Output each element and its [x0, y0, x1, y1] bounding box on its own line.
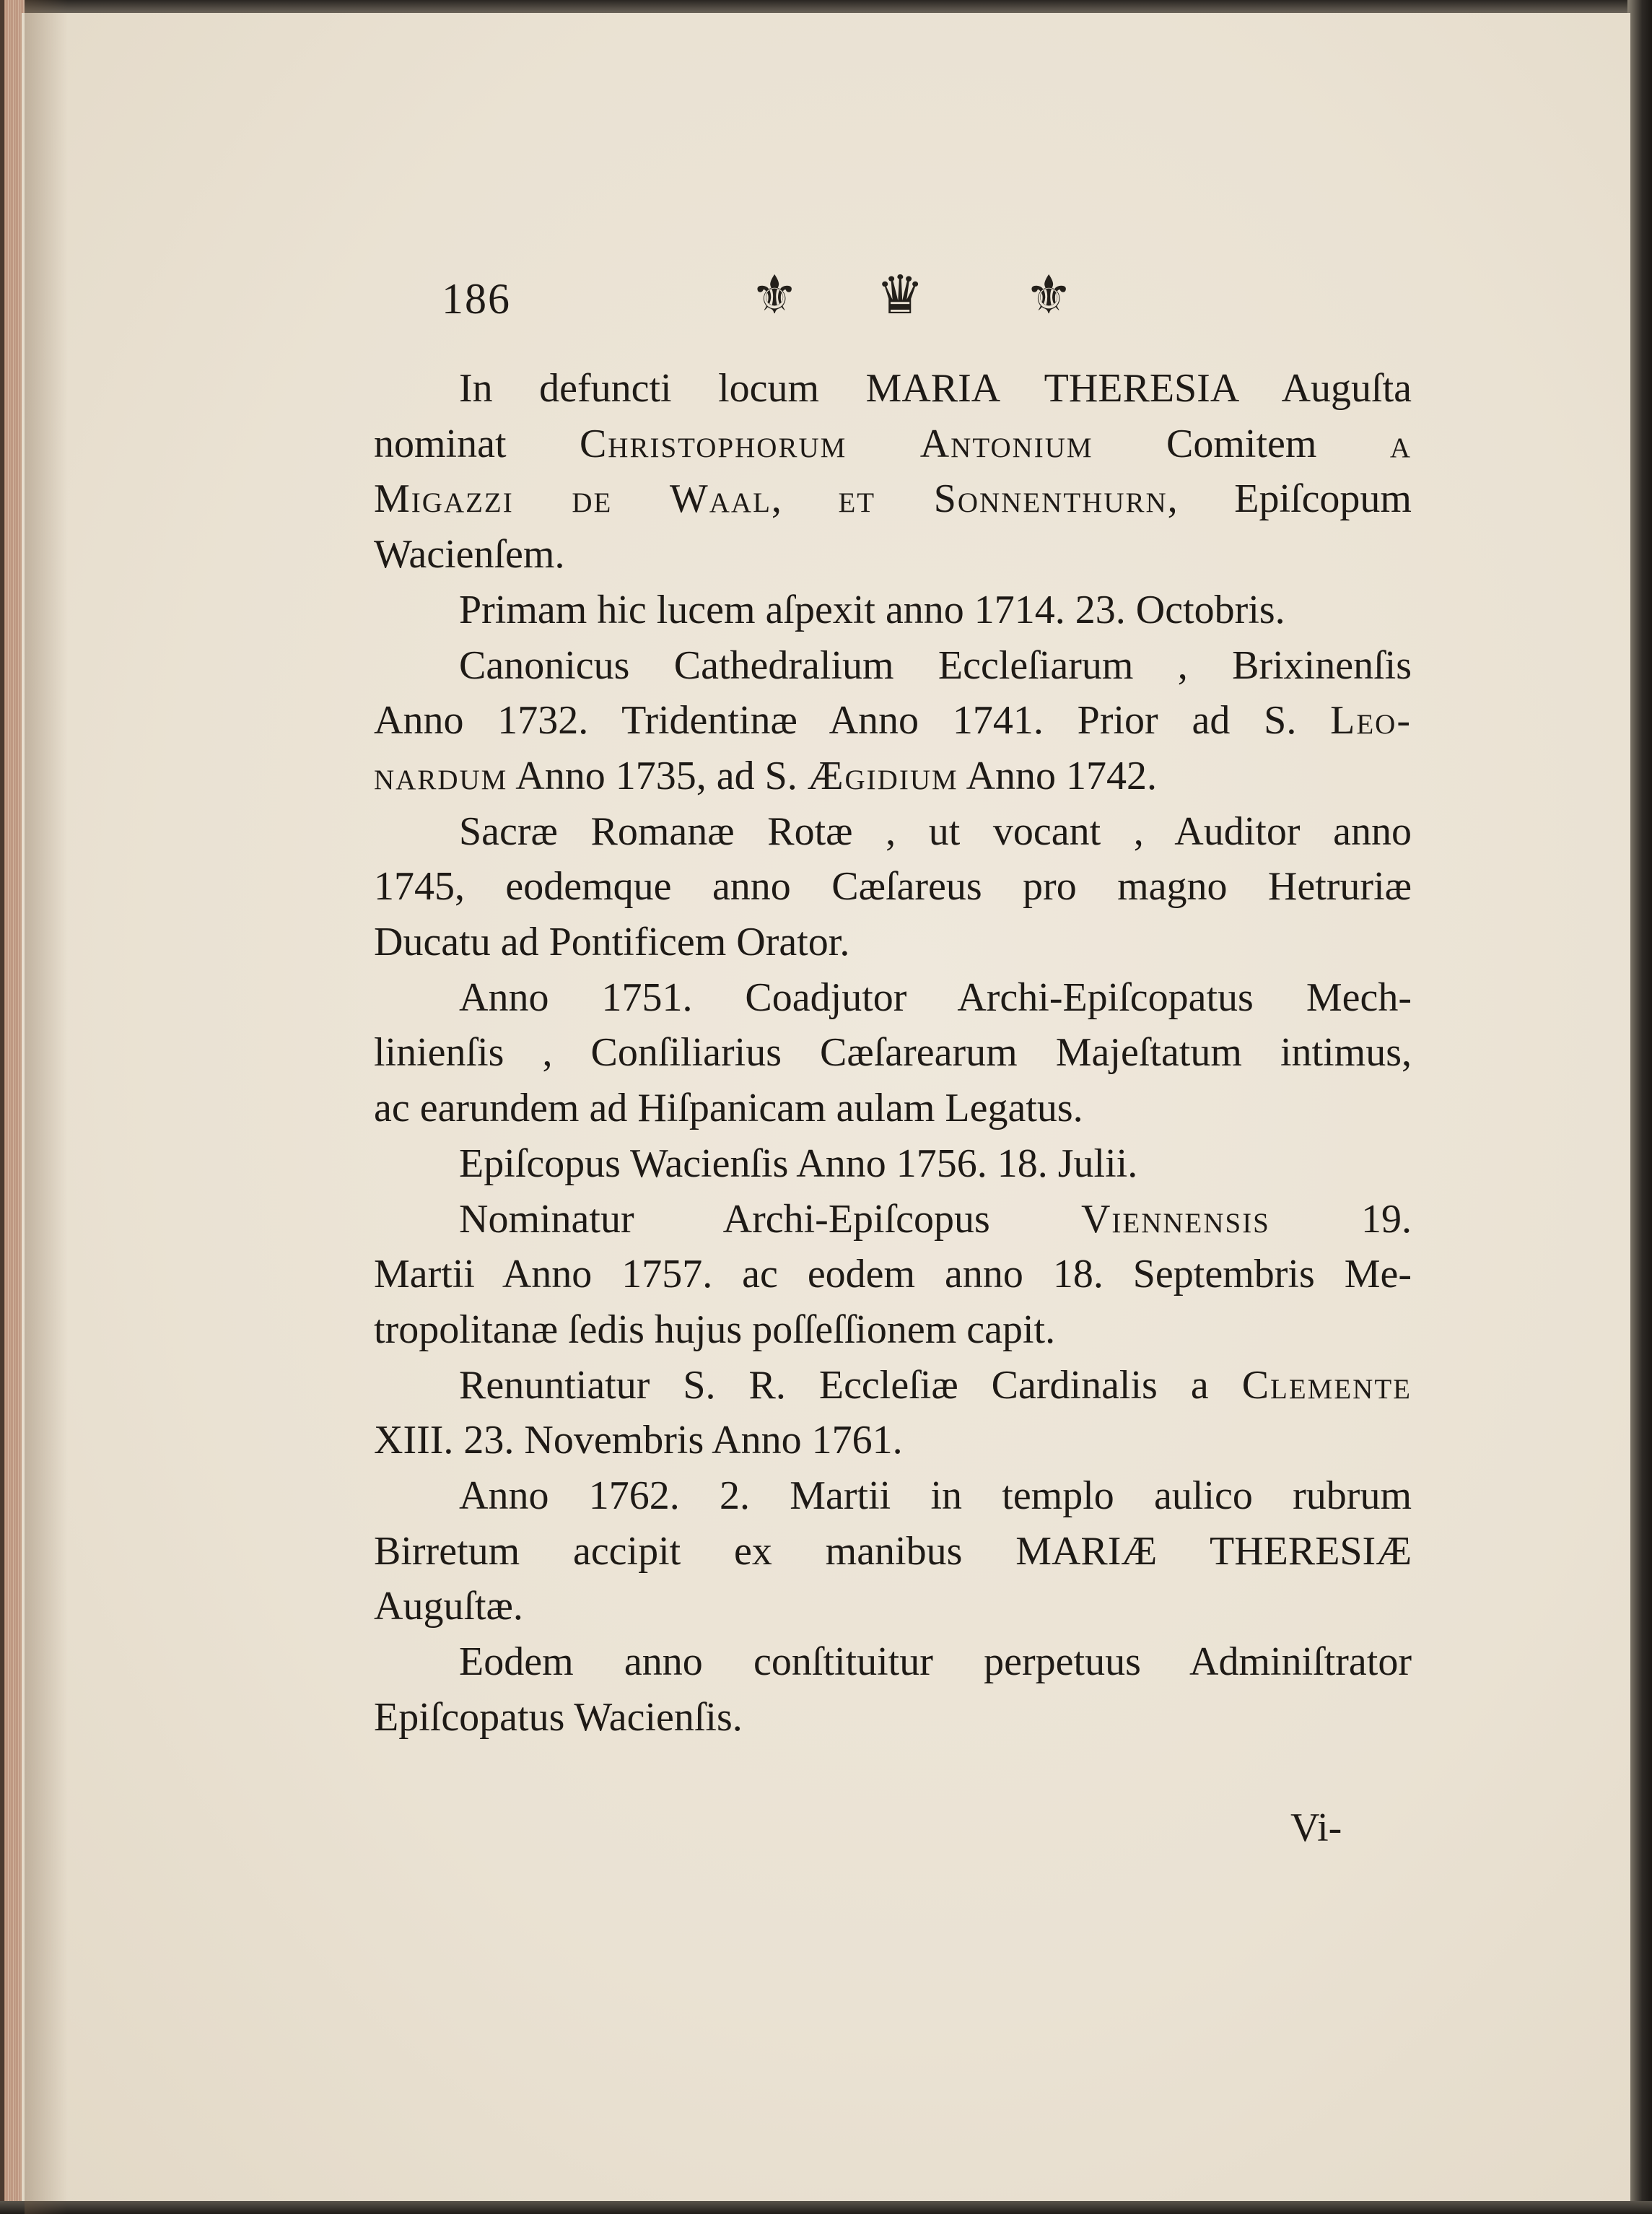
text-run: Renuntiatur S. R. Eccleſiæ Cardinalis a: [459, 1362, 1242, 1408]
text-line: [374, 1579, 1412, 1634]
text-line: [374, 970, 1412, 1025]
text-run: Auguſtæ.: [374, 1584, 523, 1629]
text-line: [374, 1358, 1412, 1413]
text-run: Ducatu ad Pontificem Orator.: [374, 920, 850, 964]
small-caps-text: Clemente: [1241, 1362, 1412, 1408]
text-run: Nominatur Archi-Epiſcopus: [459, 1196, 1081, 1242]
small-caps-text: Migazzi de Waal: [374, 476, 772, 522]
text-run: 1745, eodemque anno Cæſareus pro magno Hetruriæ: [374, 864, 1412, 910]
scan-top-edge: [0, 0, 1652, 13]
text-run: 19.: [1269, 1196, 1412, 1242]
text-run: ,: [771, 476, 839, 522]
text-line: [374, 1247, 1412, 1302]
text-run: Comitem: [1093, 421, 1390, 466]
page-number: 186: [442, 275, 511, 323]
text-line: [374, 583, 1412, 637]
text-line: [374, 859, 1412, 914]
small-caps-text: Antonium: [919, 421, 1093, 466]
small-caps-text: Ægidium: [807, 753, 958, 798]
text-line: [374, 1413, 1412, 1468]
text-line: [374, 804, 1412, 859]
text-run: , Epiſcopum: [1167, 476, 1412, 522]
text-line: [374, 1524, 1412, 1579]
text-run: Birretum accipit ex manibus MARIÆ THERESIÆ: [374, 1528, 1412, 1574]
text-run: Anno 1742.: [958, 753, 1158, 798]
book-page-edges: [0, 0, 25, 2214]
text-line: [374, 1690, 1412, 1745]
text-run: tropolitanæ ſedis hujus poſſeſſionem capit.: [374, 1307, 1056, 1352]
catchword: Vi-: [1290, 1805, 1342, 1850]
text-run: Canonicus Cathedralium Eccleſiarum , Brixinenſis: [459, 642, 1412, 688]
text-run: Anno 1751. Coadjutor Archi-Epiſcopatus Mech-: [459, 975, 1412, 1020]
text-line: [374, 749, 1412, 803]
text-line: [374, 1468, 1412, 1523]
text-line: [374, 1302, 1412, 1357]
text-run: XIII. 23. Novembris Anno 1761.: [374, 1418, 903, 1463]
text-run: Martii Anno 1757. ac eodem anno 18. Septembris Me-: [374, 1252, 1412, 1297]
small-caps-text: Viennensis: [1080, 1196, 1270, 1242]
text-line: [374, 915, 1412, 969]
text-line: [374, 1081, 1412, 1136]
text-run: ac earundem ad Hiſpanicam aulam Legatus.: [374, 1086, 1083, 1131]
text-run: Anno 1732. Tridentinæ Anno 1741. Prior ad S.: [374, 698, 1331, 744]
text-line: [374, 638, 1412, 693]
text-line: [374, 471, 1412, 526]
text-line: [374, 1192, 1412, 1247]
text-run: [847, 422, 919, 466]
text-run: Anno 1735, ad S.: [507, 753, 808, 798]
small-caps-text: Christophorum: [579, 421, 847, 466]
text-run: Eodem anno conſtituitur perpetuus Adminiſtrator: [459, 1639, 1412, 1685]
text-run: Anno 1762. 2. Martii in templo aulico rubrum: [459, 1473, 1412, 1518]
text-line: [374, 693, 1412, 748]
text-run: nominat: [374, 421, 580, 466]
small-caps-text: nardum: [374, 753, 508, 798]
text-run: Wacienſem.: [374, 532, 565, 578]
fleur-de-lis-icon: ⚜: [1025, 264, 1073, 326]
scan-bottom-edge: [0, 2201, 1652, 2214]
small-caps-text: a: [1389, 421, 1412, 466]
text-line: [374, 1634, 1412, 1689]
crown-icon: ♛: [876, 264, 925, 326]
text-line: [374, 417, 1412, 471]
text-line: [374, 527, 1412, 582]
fleur-de-lis-icon: ⚜: [751, 264, 799, 326]
text-run: Epiſcopatus Wacienſis.: [374, 1694, 743, 1740]
text-run: Sacræ Romanæ Rotæ , ut vocant , Auditor anno: [459, 809, 1412, 854]
small-caps-text: et Sonnenthurn: [838, 476, 1168, 522]
text-run: In defuncti locum MARIA THERESIA Auguſta: [459, 366, 1412, 411]
gutter-shadow: [25, 0, 68, 2214]
text-run: Epiſcopus Wacienſis Anno 1756. 18. Julii.: [459, 1141, 1138, 1186]
text-line: [374, 1025, 1412, 1080]
text-run: Primam hic lucem aſpexit anno 1714. 23. Octobris.: [459, 587, 1285, 632]
text-line: [374, 361, 1412, 416]
text-run: linienſis , Conſiliarius Cæſarearum Majeſtatum intimus,: [374, 1030, 1412, 1076]
scan-right-edge: [1627, 0, 1652, 2214]
small-caps-text: Leo-: [1330, 698, 1412, 744]
text-line: [374, 1136, 1412, 1191]
